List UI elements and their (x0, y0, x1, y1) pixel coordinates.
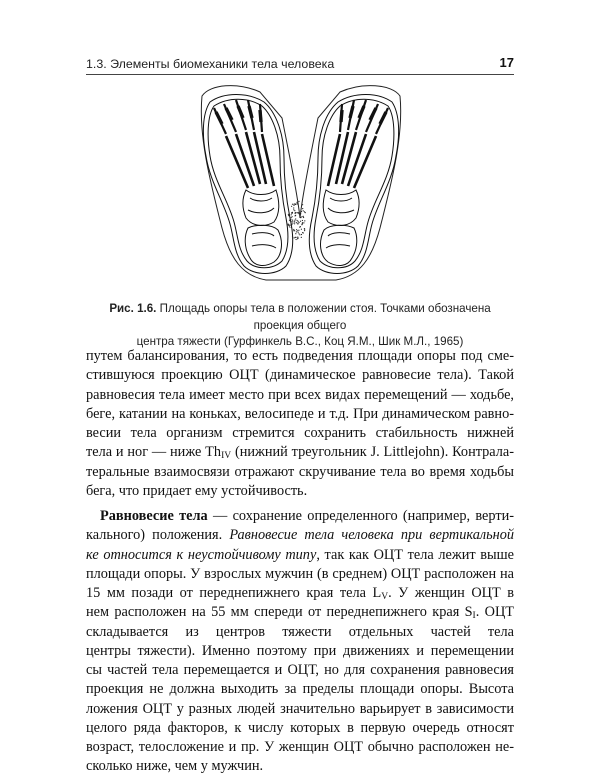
text-line-part: . У женщин ОЦТ в (388, 585, 514, 601)
cog-dot (301, 237, 302, 238)
text-line: ложения ОЦТ у разных людей значительно варьирует в зависимости (86, 700, 514, 717)
cog-dot (295, 218, 296, 219)
cog-dot (301, 234, 302, 235)
cog-dot (292, 220, 293, 221)
cog-dot (293, 229, 294, 230)
cog-dot (298, 221, 299, 222)
figure-caption-label: Рис. 1.6. (109, 302, 157, 315)
cog-dot (296, 202, 297, 203)
text-line: теральные взаимосвязи отражают скручивание тела во время ходьбы (86, 463, 514, 480)
cog-dot (296, 222, 297, 223)
figure-support-area (190, 78, 412, 293)
cog-dot (297, 238, 298, 239)
cog-dot (299, 227, 300, 228)
body-text (86, 347, 514, 777)
text-line-part: кального) положения. (86, 527, 230, 544)
cog-dot (292, 221, 293, 222)
page-number: 17 (499, 55, 514, 70)
subscript: V (381, 592, 389, 602)
cog-dot (288, 225, 289, 226)
text-line (86, 526, 514, 545)
cog-dot (298, 201, 299, 202)
text-italic: ке относится к неустойчивому типу (86, 546, 317, 563)
cog-dot (290, 219, 291, 220)
header-rule (86, 74, 514, 75)
cog-dot (291, 206, 292, 207)
text-line: весии тела организм стремится сохранить стабильность нижней (86, 425, 514, 441)
text-line-part: тела и ног — ниже Th (86, 444, 222, 461)
text-line-part: 15 мм позади от переднепижнего края тела L (86, 585, 382, 601)
text-line: центры тяжести). Именно поэтому при движениях и перемещении (86, 642, 514, 659)
cog-dot (302, 222, 303, 223)
cog-dot (298, 212, 299, 213)
cog-dot (292, 216, 293, 217)
text-line: сколько ниже, чем у мужчин. (86, 758, 264, 775)
text-line: площади опоры. У взрослых мужчин (в среднем) ОЦТ расположен на (86, 565, 514, 582)
cog-dot (302, 208, 303, 209)
right-foot (309, 95, 398, 274)
cog-dot (295, 237, 296, 238)
cog-dot (299, 234, 300, 235)
cog-dot (300, 217, 301, 218)
cog-dot (291, 217, 292, 218)
cog-dot (289, 220, 290, 221)
text-line: бега, что придает ему устойчивость. (86, 482, 308, 499)
text-line: сы частей тела перемещается и ОЦТ, но для сохранения равновесия (86, 662, 514, 678)
cog-dot (295, 212, 296, 213)
cog-dot (303, 216, 304, 217)
cog-dot (300, 213, 301, 214)
subscript: IV (221, 451, 232, 462)
cog-dot (293, 230, 294, 231)
cog-dot (304, 228, 305, 229)
cog-dot (297, 237, 298, 238)
cog-projection-dots (288, 201, 306, 240)
cog-dot (302, 220, 303, 221)
cog-dot (295, 215, 296, 216)
cog-dot (294, 223, 295, 224)
text-line-part: , так как ОЦТ тела лежит выше (316, 546, 514, 563)
text-line (86, 603, 514, 622)
cog-dot (294, 210, 295, 211)
text-line-part: (нижний треугольник J. Littlejohn). Контрала- (231, 444, 514, 461)
cog-dot (297, 230, 298, 231)
cog-dot (296, 239, 297, 240)
cog-dot (298, 230, 299, 231)
cog-dot (291, 224, 292, 225)
text-line (86, 546, 514, 565)
text-line (86, 443, 514, 462)
cog-dot (298, 222, 299, 223)
cog-dot (289, 225, 290, 226)
cog-dot (292, 236, 293, 237)
cog-dot (292, 204, 293, 205)
cog-dot (301, 211, 302, 212)
cog-dot (294, 237, 295, 238)
figure-caption-line1: Площадь опоры тела в положении стоя. Точками обозначена проекция общего (156, 302, 491, 332)
cog-dot (296, 229, 297, 230)
text-line: целого ряда факторов, к числу которых в первую очередь относят (86, 719, 514, 736)
cog-dot (303, 222, 304, 223)
cog-dot (293, 205, 294, 206)
cog-dot (303, 217, 304, 218)
text-line: проекция не должна выходить за пределы площади опоры. Высота (86, 681, 514, 698)
cog-dot (293, 209, 294, 210)
left-foot (203, 95, 292, 274)
cog-dot (304, 211, 305, 212)
running-header (86, 55, 514, 73)
text-line-part: нем расположен на 55 мм спереди от переднепижнего края S (86, 604, 473, 621)
cog-dot (289, 226, 290, 227)
cog-dot (296, 203, 297, 204)
cog-dot (297, 220, 298, 221)
text-italic: Равновесие тела человека при вертикальной (229, 527, 514, 544)
cog-dot (292, 212, 293, 213)
text-line: складывается из центров тяжести отдельных частей тела (86, 623, 514, 640)
cog-dot (304, 230, 305, 231)
cog-dot (301, 229, 302, 230)
cog-dot (291, 214, 292, 215)
cog-dot (294, 221, 295, 222)
term-bold: Равновесие тела (100, 508, 208, 524)
cog-dot (302, 223, 303, 224)
cog-dot (300, 221, 301, 222)
text-line: равновесия тела имеет место при всех видах перемещений — ходьбе, (86, 386, 514, 403)
cog-dot (297, 212, 298, 213)
cog-dot (297, 223, 298, 224)
figure-caption (86, 301, 514, 351)
text-line: возраст, телосложение и пр. У женщин ОЦТ обычно расположен не- (86, 739, 514, 755)
cog-dot (303, 210, 304, 211)
cog-dot (295, 233, 296, 234)
text-line: беге, катании на коньках, велосипеде и т.д. При динамическом равно- (86, 405, 514, 422)
figure-caption-line2: центра тяжести (Гурфинкель В.С., Коц Я.М., Шик М.Л., 1965) (136, 335, 464, 348)
cog-dot (298, 233, 299, 234)
text-line-part: — сохранение определенного (например, верти- (207, 508, 514, 524)
subscript: I (472, 611, 476, 622)
cog-dot (288, 224, 289, 225)
cog-dot (288, 214, 289, 215)
text-line: стившуюся проекцию ОЦТ (динамическое равновесие тела). Такой (86, 367, 514, 384)
cog-dot (304, 220, 305, 221)
running-header-title: 1.3. Элементы биомеханики тела человека (86, 57, 335, 71)
cog-dot (301, 216, 302, 217)
cog-dot (295, 204, 296, 205)
text-line-part: . ОЦТ (475, 604, 514, 621)
cog-dot (298, 232, 299, 233)
cog-dot (292, 223, 293, 224)
cog-dot (294, 220, 295, 221)
cog-dot (296, 231, 297, 232)
text-line (86, 507, 514, 526)
text-line (86, 584, 514, 603)
text-line: путем балансирования, то есть подведения площади опоры под сме- (86, 348, 514, 364)
cog-dot (303, 232, 304, 233)
cog-dot (302, 204, 303, 205)
cog-dot (293, 207, 294, 208)
cog-dot (291, 221, 292, 222)
cog-dot (291, 227, 292, 228)
